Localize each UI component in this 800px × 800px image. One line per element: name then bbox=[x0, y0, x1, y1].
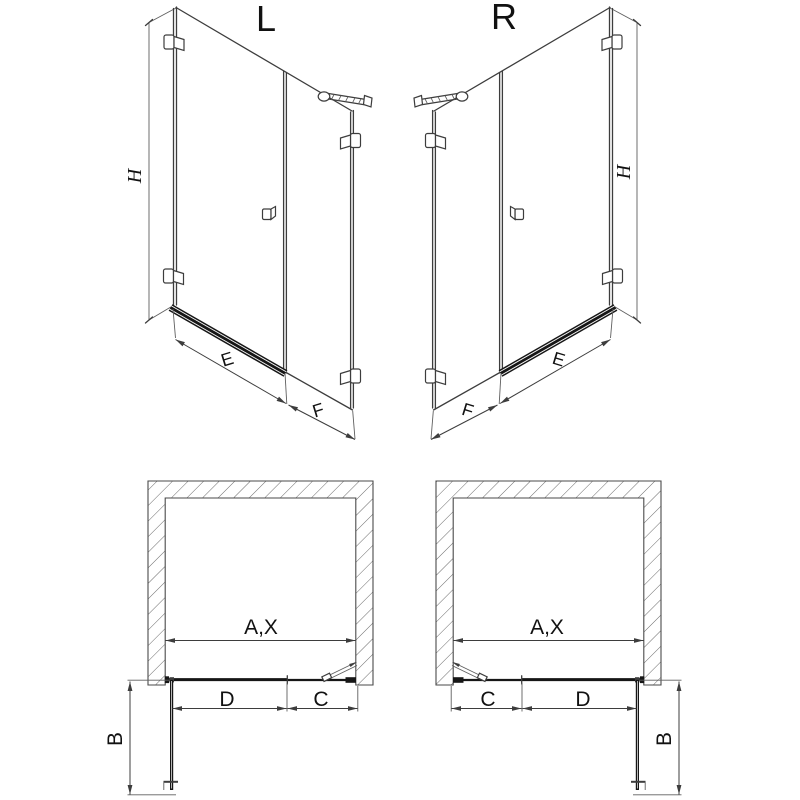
view-label-right: R bbox=[491, 0, 517, 37]
dim-label-c-right: C bbox=[480, 688, 496, 711]
dim-label-d-right: D bbox=[575, 688, 591, 711]
dim-label-f-left: F bbox=[310, 399, 327, 422]
dim-label-e-left: E bbox=[218, 347, 236, 371]
dim-label-height-left: H bbox=[124, 168, 146, 184]
dim-label-e-right: E bbox=[550, 347, 568, 371]
dim-label-height-right: H bbox=[613, 164, 635, 180]
view-label-left: L bbox=[255, 0, 277, 39]
dim-label-b-left: B bbox=[104, 731, 127, 747]
front-view-left bbox=[146, 7, 373, 440]
dim-label-b-right: B bbox=[653, 731, 676, 747]
dim-label-opening-right: A,X bbox=[530, 616, 564, 639]
wall-hatch-band bbox=[148, 481, 373, 685]
dim-label-f-right: F bbox=[459, 399, 476, 422]
wall-hatch-band bbox=[436, 481, 661, 685]
dim-label-d-left: D bbox=[219, 688, 235, 711]
dim-label-c-left: C bbox=[313, 688, 329, 711]
front-view-right bbox=[414, 7, 641, 440]
dim-label-opening-left: A,X bbox=[244, 616, 278, 639]
